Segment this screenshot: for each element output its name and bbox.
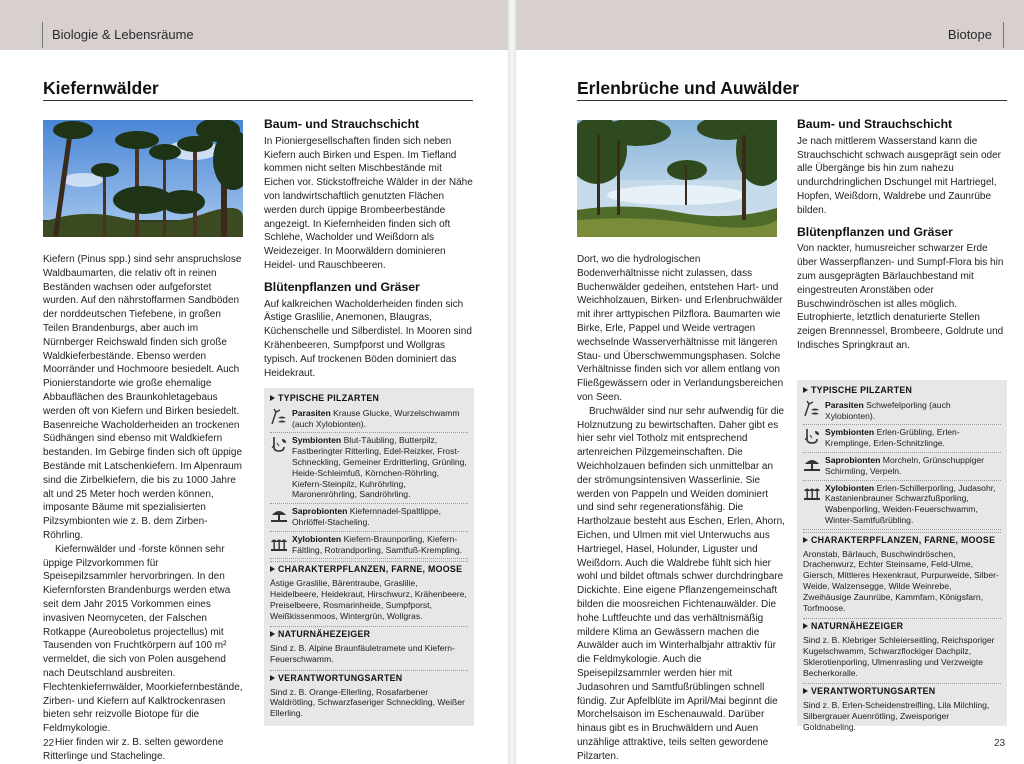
book-gutter (508, 0, 516, 764)
right-subhead-trees: Baum- und Strauchschicht (797, 117, 953, 131)
right-box-head-fungi: TYPISCHE PILZARTEN (803, 385, 1001, 396)
right-paragraph-2: Bruchwälder sind nur sehr aufwendig für die Holznutzung zu bewirtschaften. Daher gibt es hier sehr viel Totholz mit entsprechend artenreichen Pilzgemeinschaften. Die Weichholzauen befinden sich unmittelbar an der strömungsintensiven Wasserlinie. Sie werden von Pappeln und Weiden dominiert und sind sehr regenerationsfähig. Die Hartholzaue besteht aus Eschen, Erlen, Ahorn, Eichen, und Ulmen mit viel Unterwuchs aus Hartriegel, Hasel, Holunder, Liguster und Weißdorn. Auch die Waldrebe fühlt sich hier wohl und bildet oftmals schwer durchdringbare Dickichte. Eine eigene Pflanzengemeinschaft bilden die moosreichen Fichtenauwälder. Die hohe Luftfeuchte und das verhältnismäßig mildere Klima an Gewässern machen die Auwälder auch im Winterhalbjahr attraktiv für die Feldmykologie. Auch die Speisepilzsammler werden hier mit Judasohren und Samtfußrüblingen schnell fündig. Zur Apfelblüte im April/Mai beginnt die Morchelsaison im Eschenauwald. Darüber hinaus gibt es in Bruchwäldern und Auen unzählige attraktive, teils selten gewordene Pilzarten. (577, 405, 785, 762)
left-box-separator (270, 626, 468, 627)
right-box-row-xylobionts (803, 481, 1001, 530)
right-flowers-text: Von nackter, humusreicher schwarzer Erde über Wasserpflanzen- und Sumpf-Flora bis hin zum ausgeprägten Bärlauchbestand mit eingestreuten Aronstäben oder Buschwindröschen ist alles möglich. Eutrophierte, letztlich denaturierte Stellen zeigen Brennnessel, Brombeere, Goldrute und Indisches Springkraut an. (797, 243, 1004, 351)
left-box-nature-text: Sind z. B. Alpine Braunfäuletramete und Kiefern-Feuerschwamm. (270, 643, 455, 664)
right-page (516, 50, 1024, 764)
left-symbionts-label: Symbionten (292, 435, 342, 446)
right-box-row-parasites (803, 398, 1001, 426)
symbiont-root-icon (803, 427, 825, 449)
right-species-box (797, 380, 1007, 732)
header-band-left (0, 0, 508, 50)
right-symbionts-text: Erlen-Grübling, Erlen-Kremplinge, Erlen-Schnitzlinge. (825, 427, 960, 449)
left-parasites-label: Parasiten (292, 407, 331, 418)
xylobiont-mushrooms-icon (803, 483, 825, 526)
left-flowers-text: Auf kalkreichen Wacholderheiden finden sich Ästige Graslilie, Anemonen, Blaugras, Küchenschelle und Silberdistel. In Mooren sind Krähenbeeren, Sumpfporst und Wollgras typisch. Auf trockenen Böden dominiert das Heidekraut. (264, 298, 472, 379)
parasite-fungus-icon (270, 408, 292, 430)
left-title-rule (43, 100, 473, 101)
left-box-row-saprobionts (270, 504, 468, 532)
right-trees-text: Je nach mittlerem Wasserstand kann die Strauchschicht schwach ausgeprägt sein oder alle Übergänge bis hin zum nahezu undurchdringlichen Dschungel mit Hartriegel, Hopfen, Weißdorn, Waldrebe und Zaunrübe bilden. (797, 135, 1002, 216)
left-saprobionts-label: Saprobionten (292, 506, 348, 517)
left-paragraph-1: Kiefern (Pinus spp.) sind sehr anspruchslose Waldbaumarten, die relativ oft in reinen Beständen wachsen oder aufgeforstet wurden. Auf den nährstoffarmen Sandböden der norddeutschen Tiefebene, in großen Teilen Brandenburgs, aber auch im Nürnberger Reichswald finden sich große Waldkieferbestände. Ebenso werden Moorränder und Hochmoore besiedelt. Auch Pionierstandorte wie große ehemalige Abbauflächen des Braunkohletagebaus werden oft von Kiefern und Birken besiedelt. Basenreiche Wacholderheiden an trockenen Südhängen sind ebenso mit Waldkiefern bestanden. Im Gebirge finden sich oft üppige Bestände mit Latschenkiefern. Im Alpenraum sind die Zirbelkiefern, die bis zu 1000 Jahre alt und 25 Meter hoch werden können, imposante Bäume mit spezialisierten Pilzsymbionten wie z. B. dem Zirben-Röhrling. (43, 254, 243, 541)
left-subhead-trees: Baum- und Strauchschicht (264, 117, 420, 131)
header-title-right: Biotope (947, 27, 992, 42)
right-box-separator (803, 683, 1001, 684)
right-symbionts-label: Symbionten (825, 427, 875, 438)
left-box-separator (270, 561, 468, 562)
left-box-head-responsibility: VERANTWORTUNGSARTEN (270, 673, 468, 684)
left-box-row-xylobionts (270, 532, 468, 560)
right-box-head-plants: CHARAKTERPFLANZEN, FARNE, MOOSE (803, 535, 1001, 546)
right-page-number: 23 (994, 738, 1006, 749)
left-parasites-text: Krause Glucke, Wurzelschwamm (auch Xylobionten). (292, 407, 460, 429)
right-side-column (797, 118, 1007, 353)
left-box-head-plants: CHARAKTERPFLANZEN, FARNE, MOOSE (270, 564, 468, 575)
left-symbionts-text: Blut-Täubling, Butterpilz, Fastberingter Ritterling, Edel-Reizker, Frost-Schneckling, Gemeiner Erdritterling, Grünling, Heide-Schleimfuß, Körnchen-Röhrling, Kiefern-Steinpilz, Kuhröhrling, Maronenröhrling, Sandröhrling. (292, 435, 467, 500)
right-box-row-saprobionts (803, 453, 1001, 481)
left-paragraph-3: Hier finden wir z. B. selten gewordene Ritterlinge und Stachelinge. (43, 736, 224, 762)
left-box-responsibility-text: Sind z. B. Orange-Ellerling, Rosafarbener Waldrötling, Schwarzfaseriger Schneckling, Weißer Ellerling. (270, 686, 465, 719)
left-page (0, 50, 508, 764)
right-box-separator (803, 532, 1001, 533)
header-rule-right (1003, 22, 1004, 48)
right-subhead-flowers: Blütenpflanzen und Gräser (797, 224, 953, 239)
left-xylobionts-label: Xylobionten (292, 533, 342, 544)
right-parasites-text: Schwefelporling (auch Xylobionten). (825, 399, 951, 421)
left-page-number: 22 (43, 738, 55, 749)
right-xylobionts-text: Erlen-Schillerporling, Judasohr, Kastanienbrauner Schwarzfußporling, Wabenporling, Weiden-Feuerschwamm, Winter-Samtfußrübling. (825, 482, 996, 525)
saprobiont-mushroom-icon (270, 506, 292, 528)
left-box-row-parasites (270, 406, 468, 434)
xylobiont-mushrooms-icon (270, 534, 292, 556)
left-text-column (43, 253, 245, 763)
left-box-plants-text: Ästige Graslilie, Bärentraube, Graslilie, Heidelbeere, Heidekraut, Hirschwurz, Krähenbeere, Preiselbeere, Rosmarinheide, Sumpfporst, Weißkissenmoos, Wintergrün, Wollgras. (270, 578, 467, 621)
right-box-plants-text: Aronstab, Bärlauch, Buschwindröschen, Drachenwurz, Echter Steinsame, Feld-Ulme, Giersch, Mittleres Hexenkraut, Purpurweide, Silber-Weide, Walzensegge, Wilde Weinrebe, Zweihäusige Zaunrübe, Kammfarn, Königsfarn, Torfmoose. (803, 548, 999, 613)
header-rule-left (42, 22, 43, 48)
left-trees-text: In Pioniergesellschaften finden sich neben Kiefern auch Birken und Espen. Im Tiefland kommen nicht selten Mischbestände mit Eichen vor. Stickstoffreiche Wälder in der Nähe von landwirtschaftlich genutzten Flächen werden durch üppige Brombeerbestände angezeigt. In Kiefernheiden finden sich oft Schlehe, Wacholder und Weißdorn als Weidezeiger. In Moorwäldern dominieren Heidel- und Rauschbeeren. (264, 135, 473, 271)
right-title-rule (577, 100, 1007, 101)
left-subhead-flowers: Blütenpflanzen und Gräser (264, 279, 420, 294)
header-band-right (516, 0, 1024, 50)
right-box-responsibility-text: Sind z. B. Erlen-Scheidenstreifling, Lila Milchling, Silbergrauer Auenrötling, Zweisporiger Goldnabeling. (803, 700, 990, 732)
right-text-column (577, 253, 785, 763)
right-page-title: Erlenbrüche und Auwälder (577, 78, 800, 98)
right-paragraph-1: Dort, wo die hydrologischen Bodenverhältnisse nicht zulassen, dass Buchenwälder gedeihen, entstehen Hart- und Weichholzauen, Birken- und Erlenbruchwälder mit ihrer arttypischen Pilzflora. Baumarten wie Birke, Erle, Pappel und Weide vertragen wechselnde Wasserverhältnisse mit längeren Stau- und Überschwemmungsphasen. Solche Verhältnisse finden sich vor allem entlang von Fließgewässern oder in Verlandungsbereichen von Seen. (577, 254, 784, 403)
left-box-row-symbionts (270, 433, 468, 504)
saprobiont-mushroom-icon (803, 455, 825, 477)
left-saprobionts-text: Kiefernnadel-Spaltlippe, Ohrlöffel-Stacheling. (292, 506, 442, 527)
left-side-column (264, 118, 474, 380)
alder-swamp-photo (577, 120, 777, 237)
symbiont-root-icon (270, 435, 292, 500)
left-species-box (264, 388, 474, 726)
right-xylobionts-label: Xylobionten (825, 482, 875, 493)
right-parasites-label: Parasiten (825, 399, 864, 410)
left-box-head-nature: NATURNÄHEZEIGER (270, 629, 468, 640)
right-box-separator (803, 618, 1001, 619)
parasite-fungus-icon (803, 400, 825, 422)
header-title-left: Biologie & Lebensräume (52, 27, 194, 42)
right-box-head-responsibility: VERANTWORTUNGSARTEN (803, 686, 1001, 697)
left-paragraph-2: Kiefernwälder und -forste können sehr üppige Pilzvorkommen für Speisepilzsammler hervorbringen. In den Kiefernforsten Brandenburgs werden etwa seit dem Jahr 2015 Vorkommen eines invasiven Neomyceten, der Falschen Rotkappe (Aureoboletus projectellus) mit Tausenden von Fruchtkörpern auf 100 m² vermeldet, die sich von Polen ausgehend nach Deutschland ausbreiten. Flechtenkiefernwälder, Moorkiefernbestände, Zirben- und Kiefern auf Kalktrockenrasen bieten sehr reizvolle Biotope für die Feldmykologie. (43, 543, 243, 735)
right-box-head-nature: NATURNÄHEZEIGER (803, 621, 1001, 632)
left-page-title: Kiefernwälder (43, 78, 159, 98)
right-box-nature-text: Sind z. B. Klebriger Schleierseitling, Reichsporiger Kugelschwamm, Schwarzflockiger Dachpilz, Sklerotienporling, Ulmenrasling und Verzweigte Becherkoralle. (803, 635, 995, 678)
right-saprobionts-label: Saprobionten (825, 454, 881, 465)
left-xylobionts-text: Kiefern-Braunporling, Kiefern-Fältling, Rotrandporling, Samtfuß-Krempling. (292, 533, 463, 555)
right-saprobionts-text: Morcheln, Grünschuppiger Schirmling, Verpeln. (825, 454, 985, 476)
pine-forest-photo (43, 120, 243, 237)
left-box-head-fungi: TYPISCHE PILZARTEN (270, 393, 468, 404)
left-box-separator (270, 670, 468, 671)
right-box-row-symbionts (803, 425, 1001, 453)
